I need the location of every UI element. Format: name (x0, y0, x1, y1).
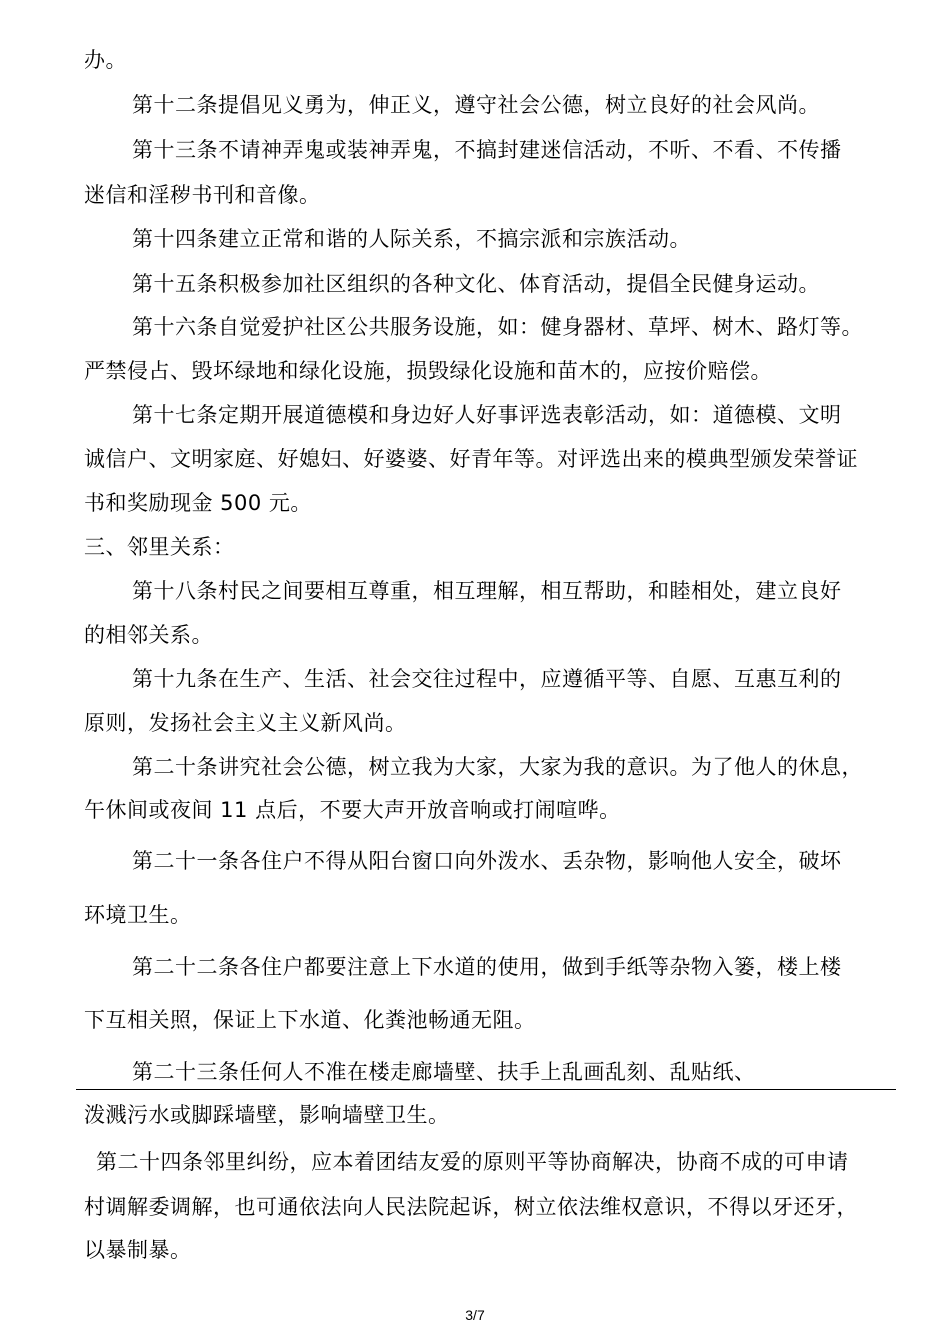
text-line: 第二十三条任何人不准在楼走廊墙壁、扶手上乱画乱刻、乱贴纸、 (132, 1060, 756, 1084)
text-line: 的相邻关系。 (84, 623, 213, 647)
text-line: 下互相关照，保证上下水道、化粪池畅通无阻。 (84, 1008, 536, 1032)
text-line: 原则，发扬社会主义主义新风尚。 (84, 711, 407, 735)
text-line: 第十六条自觉爱护社区公共服务设施，如：健身器材、草坪、树木、路灯等。 (132, 315, 863, 339)
text-line: 书和奖励现金 500 元。 (84, 491, 312, 515)
text-line: 第十七条定期开展道德模和身边好人好事评选表彰活动，如：道德模、文明 (132, 403, 842, 427)
text-line: 第十九条在生产、生活、社会交往过程中，应遵循平等、自愿、互惠互利的 (132, 667, 842, 691)
text-line: 第十四条建立正常和谐的人际关系，不搞宗派和宗族活动。 (132, 227, 691, 251)
text-line: 迷信和淫秽书刊和音像。 (84, 183, 321, 207)
page-number: 3/7 (465, 1307, 485, 1323)
text-line: 环境卫生。 (84, 903, 192, 927)
text-line: 第二十一条各住户不得从阳台窗口向外泼水、丢杂物，影响他人安全，破坏 (132, 849, 842, 873)
text-line: 诚信户、文明家庭、好媳妇、好婆婆、好青年等。对评选出来的模典型颁发荣誉证 (84, 447, 858, 471)
section-heading: 三、邻里关系： (84, 535, 235, 559)
text-line: 村调解委调解，也可通依法向人民法院起诉，树立依法维权意识，不得以牙还牙， (84, 1195, 858, 1219)
text-line: 严禁侵占、毁坏绿地和绿化设施，损毁绿化设施和苗木的，应按价赔偿。 (84, 359, 772, 383)
text-line: 以暴制暴。 (84, 1238, 192, 1262)
text-line: 第十二条提倡见义勇为，伸正义，遵守社会公德，树立良好的社会风尚。 (132, 93, 820, 117)
text-line: 第二十二条各住户都要注意上下水道的使用，做到手纸等杂物入篓，楼上楼 (132, 955, 842, 979)
text-line: 午休间或夜间 11 点后，不要大声开放音响或打闹喧哗。 (84, 798, 621, 822)
text-line: 泼溅污水或脚踩墙壁，影响墙壁卫生。 (84, 1103, 450, 1127)
text-line: 第二十条讲究社会公德，树立我为大家，大家为我的意识。为了他人的休息， (132, 755, 863, 779)
text-line: 第十八条村民之间要相互尊重，相互理解，相互帮助，和睦相处，建立良好 (132, 579, 842, 603)
text-line: 第十五条积极参加社区组织的各种文化、体育活动，提倡全民健身运动。 (132, 272, 820, 296)
horizontal-rule (76, 1089, 896, 1090)
text-line: 第十三条不请神弄鬼或装神弄鬼，不搞封建迷信活动，不听、不看、不传播 (132, 138, 842, 162)
text-line: 第二十四条邻里纠纷，应本着团结友爱的原则平等协商解决，协商不成的可申请 (96, 1150, 849, 1174)
text-line: 办。 (84, 48, 127, 72)
